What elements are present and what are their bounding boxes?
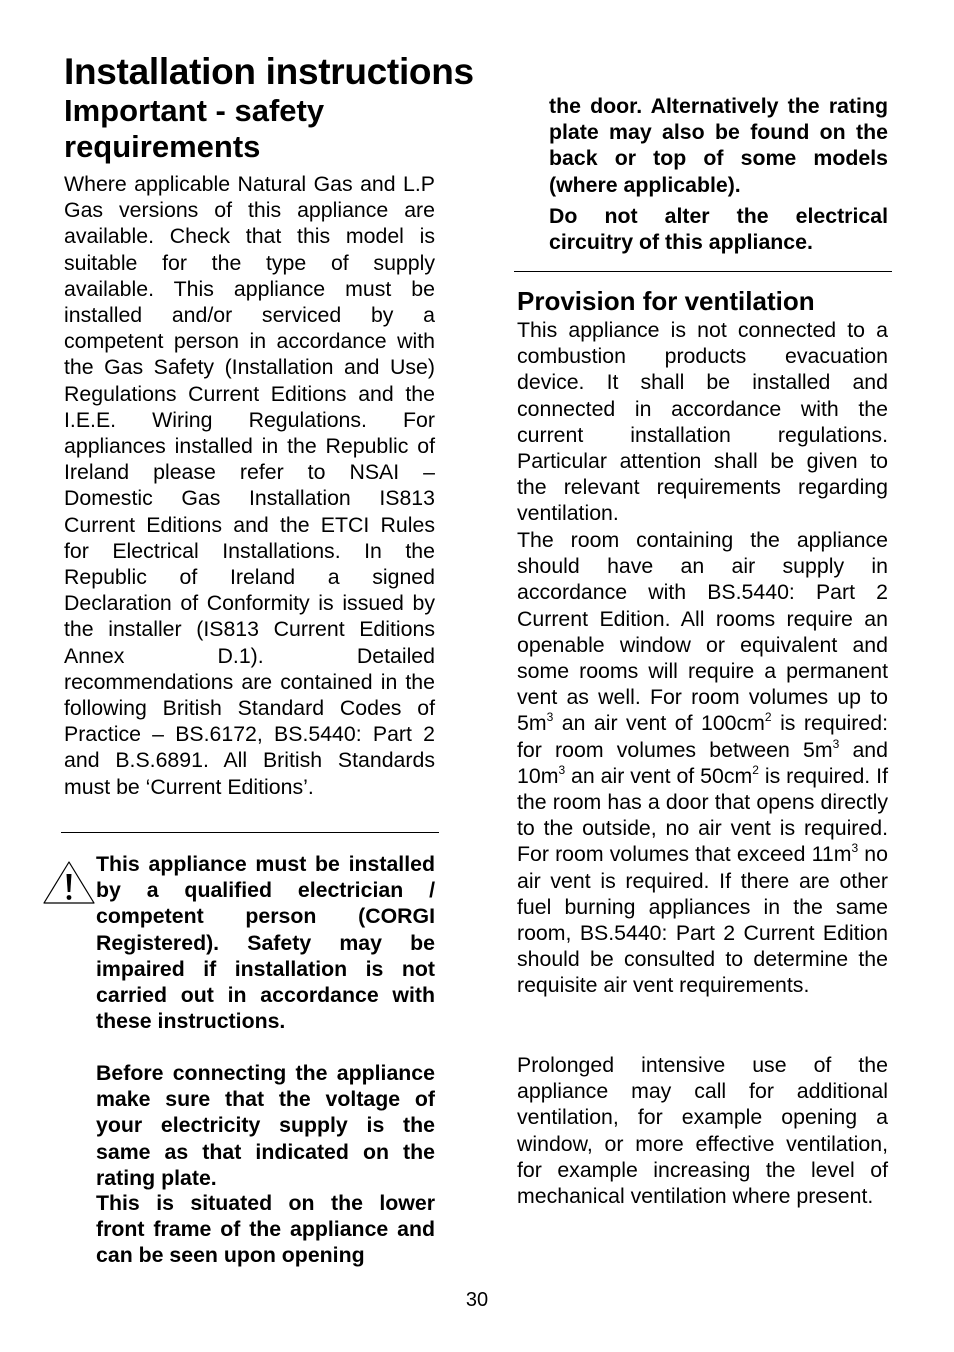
ventilation-heading: Provision for ventilation [517, 286, 815, 316]
safety-heading: Important - safety requirements [64, 93, 325, 164]
ventilation-paragraph-3: Prolonged intensive use of the appliance may call for additional ventilation, for example opening a window, or more effective ventilation, for example increasing the level of mechanical ventilation where present. [517, 1053, 888, 1209]
ventilation-paragraph-2: The room containing the appliance should have an air supply in accordance with BS.5440: Part 2 Current Edition. All rooms require an openable window or equivalent and some rooms will require a permanent vent as well. For room volumes up to $5m^3$ an air vent of $100cm^2$ is required: for room volumes between $5m^3$ and $10m^3$ an air vent of $50cm^2$ is required. If the room has a door that opens directly to the outside, no air vent is required. For room volumes that exceed $11m^3$ no air vent is required. If there are other fuel burning appliances in the same room, BS.5440: Part 2 Current Edition should be consulted to determine the requisite air vent requirements. [517, 528, 888, 998]
page-number: 30 [465, 1289, 489, 1311]
ventilation-paragraph-1: This appliance is not connected to a combustion products evacuation device. It shall be installed and connected in accordance with the current installation regulations. Particular attention shall be given to the relevant requirements regarding ventilation. [517, 318, 888, 526]
warning-rating-plate-continued: the door. Alternatively the rating plate may also be found on the back or top of some models (where applicable). [549, 94, 888, 197]
warning-triangle-icon [42, 860, 96, 906]
warning-voltage-check: Before connecting the appliance make sure that the voltage of your electricity supply is the same as that indicated on the rating plate. [96, 1061, 435, 1190]
left-divider [61, 832, 439, 833]
warning-rating-plate-location: This is situated on the lower front frame of the appliance and can be seen upon opening [96, 1191, 435, 1268]
page-title: Installation instructions [64, 51, 474, 92]
right-divider [514, 271, 892, 272]
warning-qualified-installer: This appliance must be installed by a qualified electrician / competent person (CORGI Registered). Safety may be impaired if installation is not carried out in accordance with these instructions. [96, 852, 435, 1034]
safety-intro: Where applicable Natural Gas and L.P Gas versions of this appliance are available. Check that this model is suitable for the type of supply available. This appliance must be installed and/or serviced by a competent person in accordance with the Gas Safety (Installation and Use) Regulations Current Editions and the I.E.E. Wiring Regulations. For appliances installed in the Republic of Ireland please refer to NSAI – Domestic Gas Installation IS813 Current Editions and the ETCI Rules for Electrical Installations. In the Republic of Ireland a signed Declaration of Conformity is issued by the installer (IS813 Current Editions Annex D.1). Detailed recommendations are contained in the following British Standard Codes of Practice – BS.6172, BS.5440: Part 2 and B.S.6891. All British Standards must be ‘Current Editions’. [64, 172, 435, 799]
warning-electrical-circuitry: Do not alter the electrical circuitry of this appliance. [549, 204, 888, 255]
